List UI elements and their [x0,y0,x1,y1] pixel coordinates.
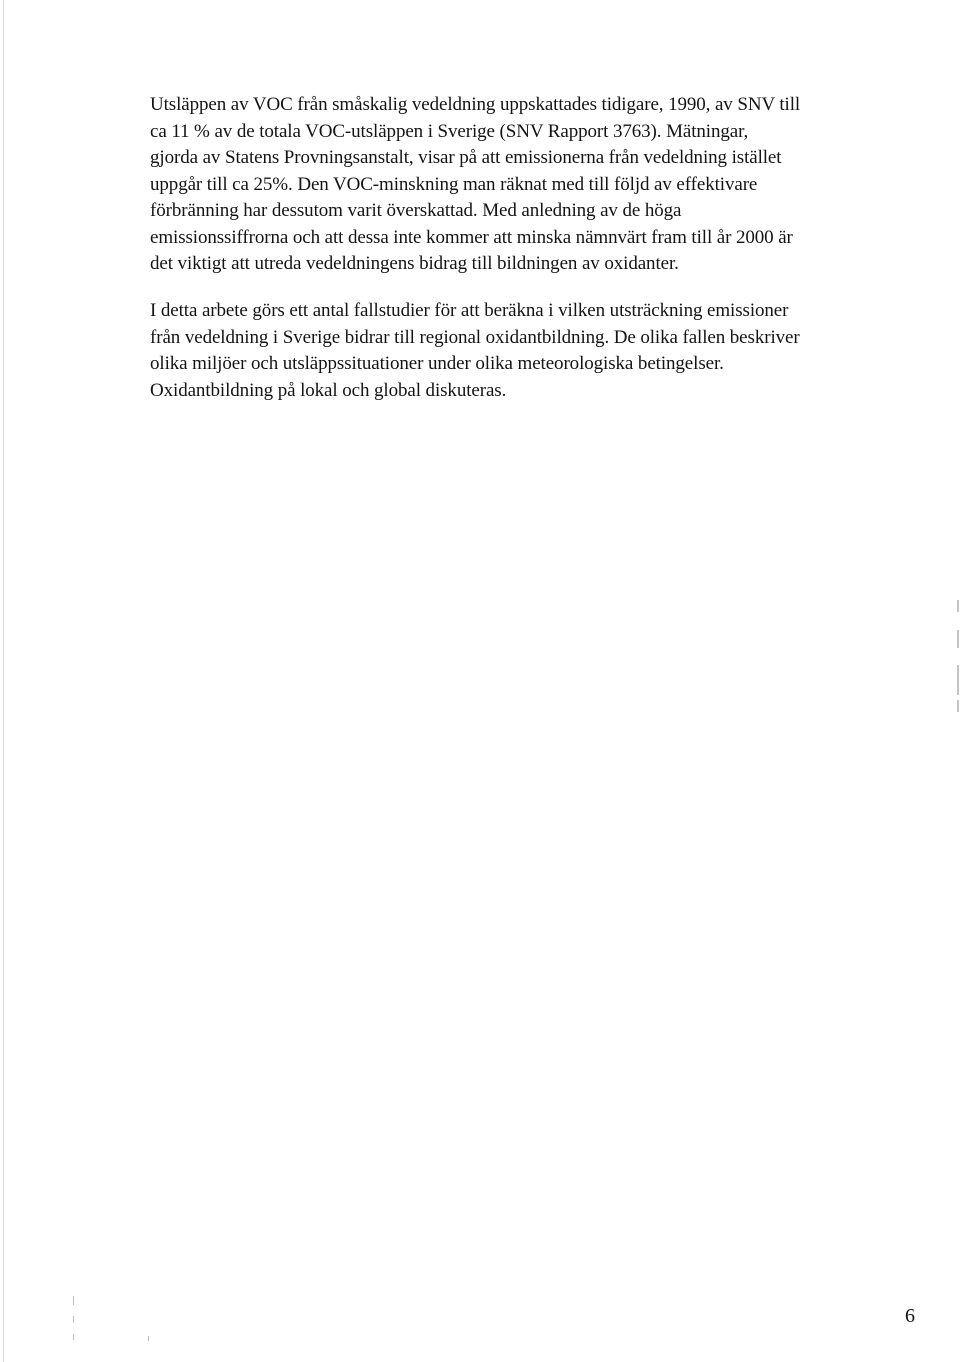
margin-mark [957,700,959,712]
text-line: Utsläppen av VOC från småskalig vedeldning uppskattades tidigare, 1990, av SNV till [150,94,801,115]
scan-speck [73,1334,74,1340]
text-line: Oxidantbildning på lokal och global diskuteras. [150,379,507,401]
scan-speck [148,1336,149,1341]
text-line: gjorda av Statens Provningsanstalt, visar på att emissionerna från vedeldning istället [150,147,782,168]
text-line: I detta arbete görs ett antal fallstudier för att beräkna i vilken utsträckning emissioner [150,300,789,321]
margin-mark [957,665,959,695]
text-line: förbränning har dessutom varit överskattad. Med anledning av de höga [150,200,682,221]
text-line: emissionssiffrorna och att dessa inte kommer att minska nämnvärt fram till år 2000 är [150,226,793,248]
margin-mark [957,630,959,648]
scan-speck [73,1316,74,1323]
paragraph-2 [150,298,850,404]
text-line: från vedeldning i Sverige bidrar till regional oxidantbildning. De olika fallen beskriver [150,326,800,348]
margin-mark [957,600,959,612]
paragraph-1 [150,92,850,278]
text-line: det viktigt att utreda vedeldningens bidrag till bildningen av oxidanter. [150,253,679,274]
page-number: 6 [905,1305,915,1327]
scan-edge-line [3,0,4,1362]
text-line: uppgår till ca 25%. Den VOC-minskning man räknat med till följd av effektivare [150,173,758,195]
text-line: olika miljöer och utsläppssituationer under olika meteorologiska betingelser. [150,353,724,374]
text-line: ca 11 % av de totala VOC-utsläppen i Sverige (SNV Rapport 3763). Mätningar, [150,120,749,142]
scan-speck [73,1296,74,1305]
